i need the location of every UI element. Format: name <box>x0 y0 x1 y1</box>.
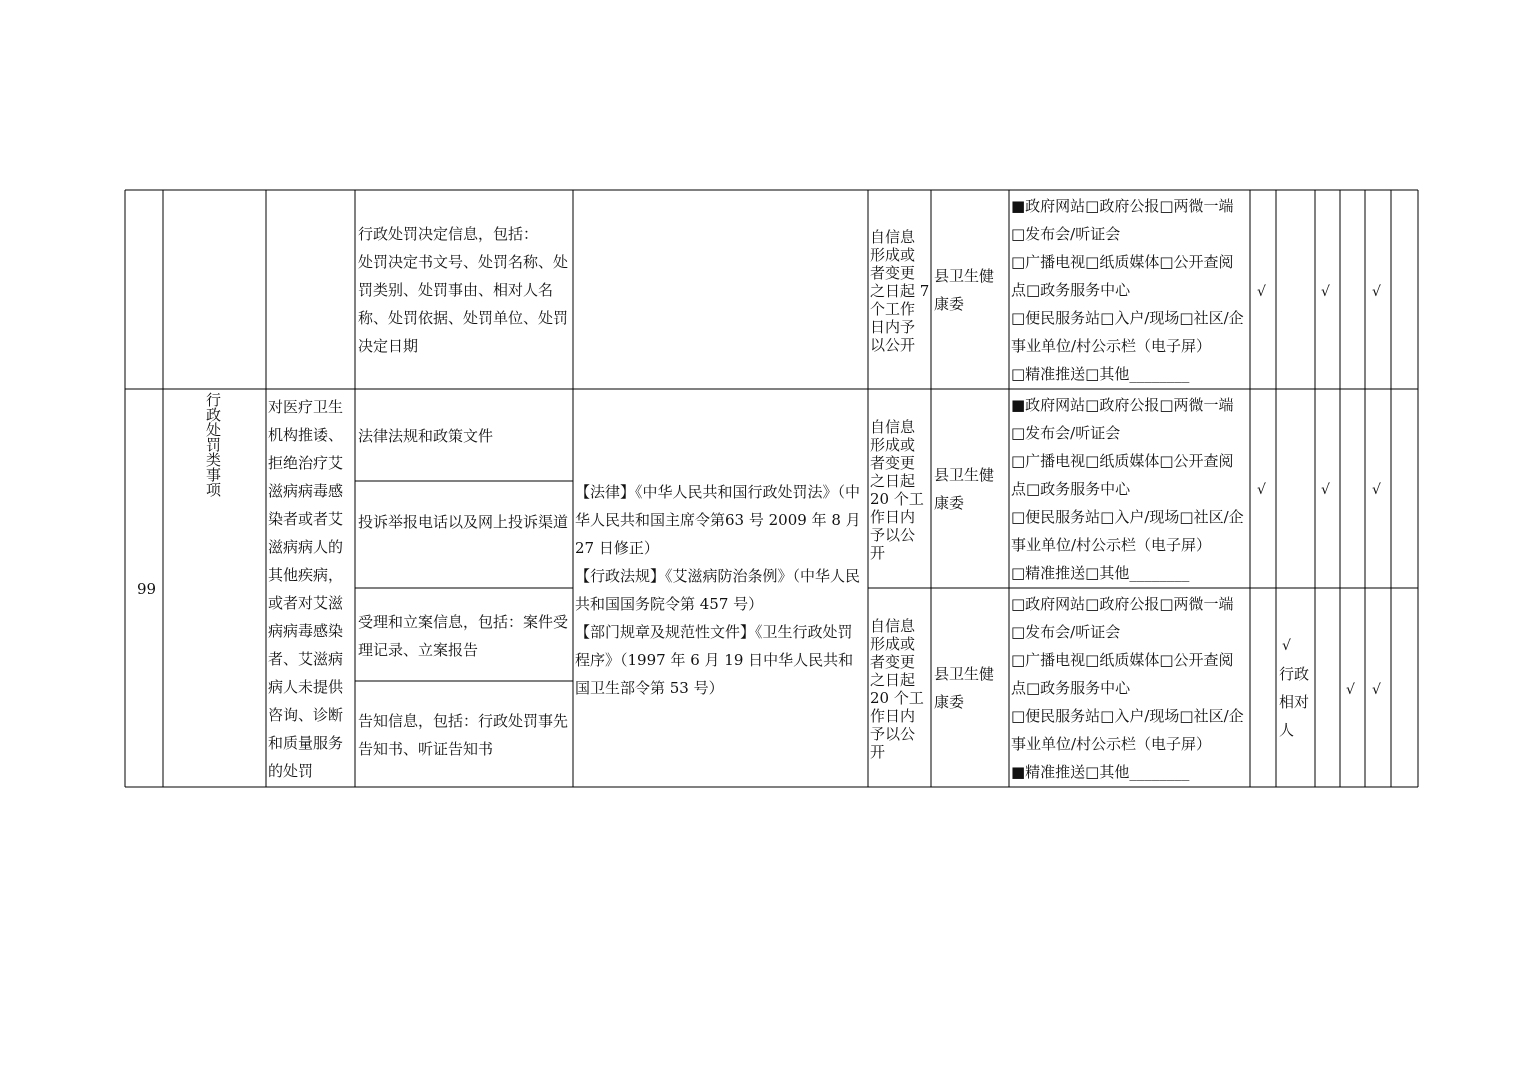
legal-basis: 【法律】《中华人民共和国行政处罚法》（中华人民共和国主席令第63 号 2009 年 8 月 27 日修正） 【行政法规】《艾滋病防治条例》（中华人民共和国国务院令第 457 号） 【部门规章及规范性文件】《卫生行政处罚程序》（1997 年 6 月 19 日中华人民共和国卫生部令第 53 号） <box>575 483 861 697</box>
info-case-acceptance: 受理和立案信息，包括：案件受理记录、立案报告 <box>358 613 569 659</box>
top-check-b: √ <box>1321 284 1330 300</box>
info-notification: 告知信息，包括：行政处罚事先告知书、听证告知书 <box>358 712 569 758</box>
sub1-check-a: √ <box>1257 482 1266 498</box>
item-name: 对医疗卫生机构推诿、拒绝治疗艾滋病病毒感染者或者艾滋病病人的其他疾病， 或者对艾滋病病毒感染者、艾滋病病人未提供咨询、诊断和质量服务的处罚 <box>268 398 344 780</box>
sub1-check-c: √ <box>1372 482 1381 498</box>
sub1-agency: 县卫生健康委 <box>934 466 995 512</box>
sub1-time-limit: 自信息 形成或 者变更 之日起 20 个工 作日内 予以公 开 <box>870 418 924 562</box>
sub2-target-label: 行政相对人 <box>1279 665 1310 739</box>
top-time-limit: 自信息 形成或 者变更 之日起 7 个工作 日内予 以公开 <box>870 228 930 354</box>
sub1-channels: ■政府网站□政府公报□两微一端□发布会/听证会 □广播电视□纸质媒体□公开查阅点□政务服务中心 □便民服务站□入户/现场□社区/企事业单位/村公示栏（电子屏） □精准推送□其他________ <box>1011 396 1244 582</box>
top-channels: ■政府网站□政府公报□两微一端□发布会/听证会 □广播电视□纸质媒体□公开查阅点□政务服务中心 □便民服务站□入户/现场□社区/企事业单位/村公示栏（电子屏） □精准推送□其他________ <box>1011 197 1244 383</box>
sub2-check-b: √ <box>1372 682 1381 698</box>
top-agency: 县卫生健康委 <box>934 267 995 313</box>
sub2-agency: 县卫生健康委 <box>934 665 995 711</box>
sub2-channels: □政府网站□政府公报□两微一端□发布会/听证会 □广播电视□纸质媒体□公开查阅点□政务服务中心 □便民服务站□入户/现场□社区/企事业单位/村公示栏（电子屏） ■精准推送□其他________ <box>1011 595 1244 781</box>
sub2-time-limit: 自信息 形成或 者变更 之日起 20 个工 作日内 予以公 开 <box>870 617 924 761</box>
info-laws-policies: 法律法规和政策文件 <box>358 427 494 445</box>
sub2-target-mark: √ <box>1282 638 1291 654</box>
top-check-a: √ <box>1257 284 1266 300</box>
top-info-content: 行政处罚决定信息，包括： 处罚决定书文号、处罚名称、处罚类别、处罚事由、相对人名称、处罚依据、处罚单位、处罚决定日期 <box>358 225 569 355</box>
sub1-check-b: √ <box>1321 482 1330 498</box>
info-complaint-channels: 投诉举报电话以及网上投诉渠道 <box>358 513 569 531</box>
sub2-check-a: √ <box>1346 682 1355 698</box>
item-category: 行政处罚类事项 <box>204 392 222 497</box>
row-number: 99 <box>137 580 157 598</box>
top-check-c: √ <box>1372 284 1381 300</box>
